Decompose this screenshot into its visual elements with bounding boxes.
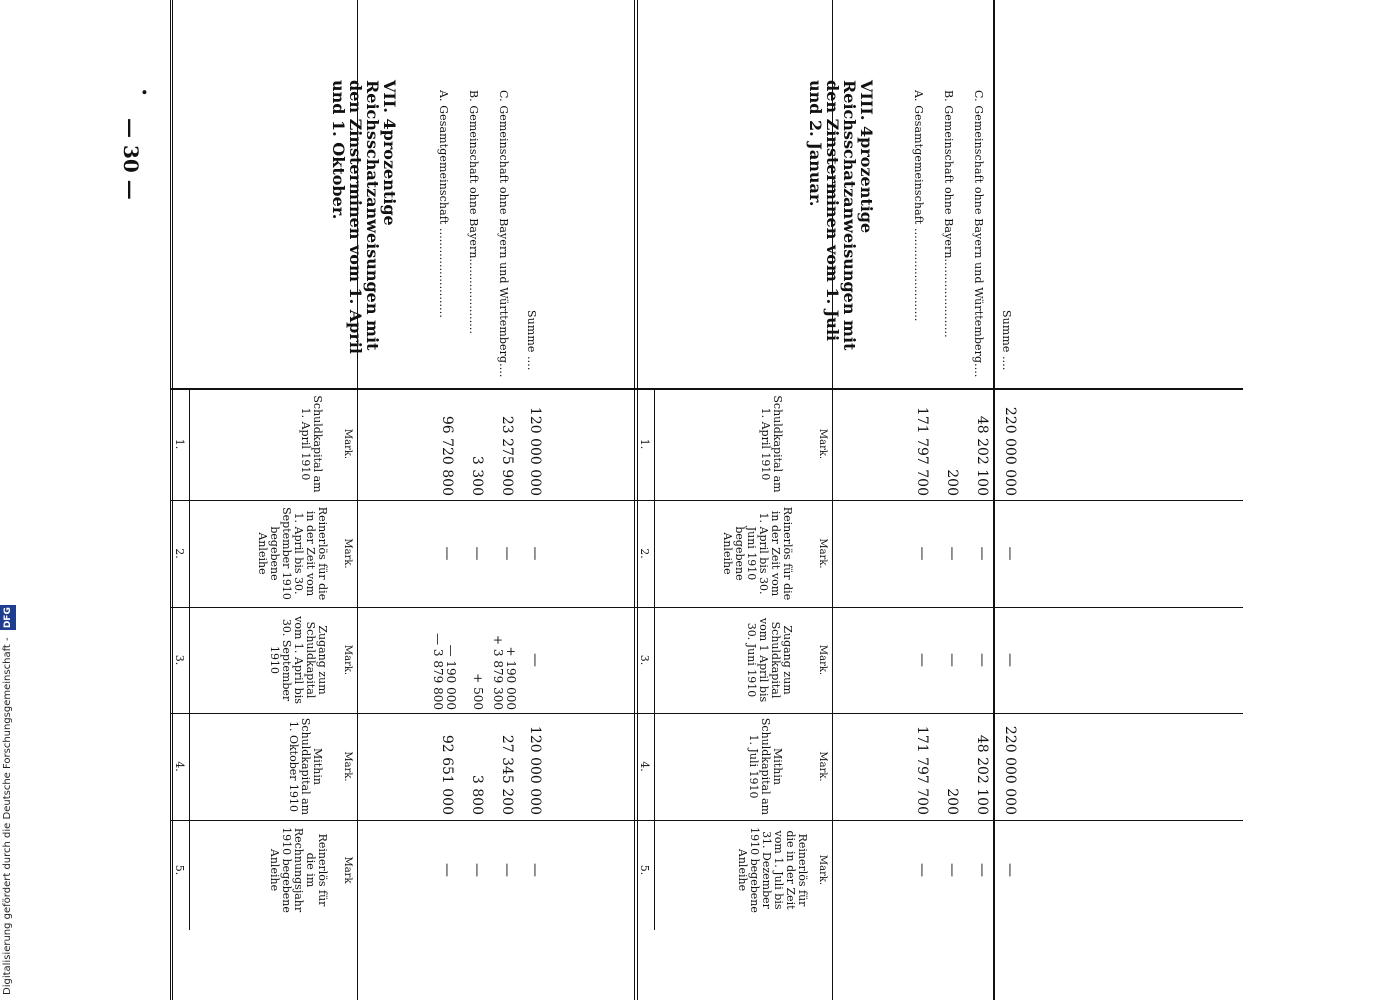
vii-a-c3-line2: — 190 000 <box>444 644 458 710</box>
viii-row-c-label: C. Gemeinschaft ohne Bayern und Württemberg.... <box>972 90 985 378</box>
vii-b-c3: + 500 <box>471 673 485 710</box>
viii-header-2: Reinerlös für die in der Zeit vom 1. April bis 30. Juni 1910 begebene Anleihe <box>721 506 794 601</box>
viii-a-c1: 171 797 700 <box>914 406 930 496</box>
viii-sum-c4: 220 000 000 <box>1002 725 1018 815</box>
digitization-credit-text <box>0 605 16 995</box>
viii-c-c3: — <box>974 653 990 667</box>
vii-unit-4: Mark. <box>342 751 353 782</box>
vii-sum-c3: — <box>527 653 543 667</box>
bullet-mark: • <box>135 88 151 97</box>
vii-unit-1: Mark. <box>342 428 353 460</box>
vii-c-c3-line2: + 190 000 <box>504 646 518 710</box>
colnum-3: 3. <box>173 654 186 666</box>
vii-a-c2: — <box>439 546 455 561</box>
vii-sum-label: Summe .... <box>525 310 538 371</box>
viii-header-3: Zugang zum Schuldkapital vom 1 April bis 30. Juni 1910 <box>745 617 794 703</box>
viii-a-c2: — <box>914 546 930 561</box>
vii-row-c-label: C. Gemeinschaft ohne Bayern und Württemberg.... <box>497 90 510 378</box>
vii-b-c1: 3 300 <box>469 455 485 496</box>
viii-unit-1: Mark. <box>817 428 828 460</box>
viii-unit-2: Mark. <box>817 538 828 569</box>
col-divider-label <box>170 388 1243 390</box>
vii-title: VII. 4prozentige Reichsschatzanweisungen mit den Zinsterminen vom 1. April und 1. Oktober. <box>329 80 399 354</box>
vii-header-4: Mithin Schuldkapital am 1. Oktober 1910 <box>287 717 324 816</box>
vii-header-5: Reinerlös für die im Rechnungsjahr 1910 begebene Anleihe <box>268 827 329 913</box>
viii-c-c5: — <box>974 863 990 877</box>
vii-c-c5: — <box>499 863 515 877</box>
vii-sum-c1: 120 000 000 <box>527 406 543 496</box>
viii-b-c1: 200 <box>944 469 960 496</box>
digitization-credit-label: Digitalisierung gefördert durch die Deutsche Forschungsgemeinschaft - <box>2 637 13 995</box>
colnum-4: 4. <box>173 761 186 772</box>
vii-header-1: Schuldkapital am 1. April 1910 <box>299 395 324 493</box>
vii-unit-2: Mark. <box>342 538 353 569</box>
vii-a-c4: 92 651 000 <box>439 734 455 815</box>
viii-sum-c2: — <box>1002 546 1018 561</box>
viii-b-c4: 200 <box>944 788 960 815</box>
vii-header-3: Zugang zum Schuldkapital vom 1. April bis 30. September 1910 <box>268 616 329 704</box>
viii-sum-c1: 220 000 000 <box>1002 406 1018 496</box>
colnum-5: 5. <box>173 864 186 876</box>
viii-row-b-label: B. Gemeinschaft ohne Bayern...................... <box>942 90 955 338</box>
col-divider-1 <box>170 500 1243 501</box>
viii-unit-3: Mark. <box>817 644 828 676</box>
viii-b-c2: — <box>944 546 960 561</box>
viii-b-c5: — <box>944 863 960 877</box>
colnum-2: 2. <box>173 548 186 559</box>
vii-a-c1: 96 720 800 <box>439 415 455 496</box>
col-divider-2 <box>170 607 1243 608</box>
viii-c-c1: 48 202 100 <box>974 415 990 496</box>
vii-a-c5: — <box>439 863 455 877</box>
viii-sum-label: Summe .... <box>1000 310 1013 371</box>
viii-colnum-5: 5. <box>638 864 651 876</box>
viii-colnum-1: 1. <box>638 438 651 450</box>
vii-row-b-label: B. Gemeinschaft ohne Bayern..................... <box>467 90 480 335</box>
rule-colnum-viii <box>654 388 655 930</box>
col-divider-3 <box>170 713 1243 714</box>
viii-header-5: Reinerlös für die in der Zeit vom 1. Juli bis 31. Dezember 1910 begebene Anleihe <box>736 827 809 913</box>
vii-sum-c5: — <box>527 863 543 877</box>
vii-unit-5: Mark <box>342 856 353 884</box>
vii-unit-3: Mark. <box>342 644 353 676</box>
viii-c-c4: 48 202 100 <box>974 734 990 815</box>
viii-header-4: Mithin Schuldkapital am 1. Juli 1910 <box>747 717 784 816</box>
viii-colnum-3: 3. <box>638 654 651 666</box>
viii-colnum-2: 2. <box>638 548 651 559</box>
viii-title: VIII. 4prozentige Reichsschatzanweisungen mit den Zinsterminen vom 1. Juli und 2. Januar. <box>806 80 876 351</box>
viii-a-c3: — <box>914 653 930 667</box>
colnum-1: 1. <box>173 438 186 450</box>
viii-row-a-label: A. Gesamtgemeinschaft .......................... <box>912 90 925 322</box>
vii-row-a-label: A. Gesamtgemeinschaft ......................... <box>437 90 450 318</box>
vii-c-c3-line1: + 3 879 300 <box>491 635 505 710</box>
viii-a-c4: 171 797 700 <box>914 725 930 815</box>
viii-sum-c3: — <box>1002 653 1018 667</box>
vii-c-c1: 23 275 900 <box>499 415 515 496</box>
vii-header-2: Reinerlös für die in der Zeit vom 1. April bis 30. September 1910 begebene Anleihe <box>256 506 329 601</box>
dfg-logo-icon: DFG <box>0 605 16 630</box>
rule-colnum-vii <box>189 388 190 930</box>
digitization-credit <box>0 605 16 995</box>
vii-c-c4: 27 345 200 <box>499 734 515 815</box>
vii-sum-c4: 120 000 000 <box>527 725 543 815</box>
viii-unit-4: Mark. <box>817 751 828 782</box>
vii-sum-c2: — <box>527 546 543 561</box>
vii-b-c2: — <box>469 546 485 561</box>
vii-b-c4: 3 800 <box>469 774 485 815</box>
viii-b-c3: — <box>944 653 960 667</box>
vii-c-c2: — <box>499 546 515 561</box>
page-number: — 30 — <box>119 118 143 200</box>
col-divider-4 <box>170 820 1243 821</box>
viii-a-c5: — <box>914 863 930 877</box>
viii-sum-c5: — <box>1002 863 1018 877</box>
viii-header-1: Schuldkapital am 1. April 1910 <box>759 395 784 493</box>
viii-unit-5: Mark. <box>817 854 828 886</box>
vii-b-c5: — <box>469 863 485 877</box>
viii-colnum-4: 4. <box>638 761 651 772</box>
vii-a-c3-line1: — 3 879 800 <box>431 633 445 710</box>
viii-c-c2: — <box>974 546 990 561</box>
